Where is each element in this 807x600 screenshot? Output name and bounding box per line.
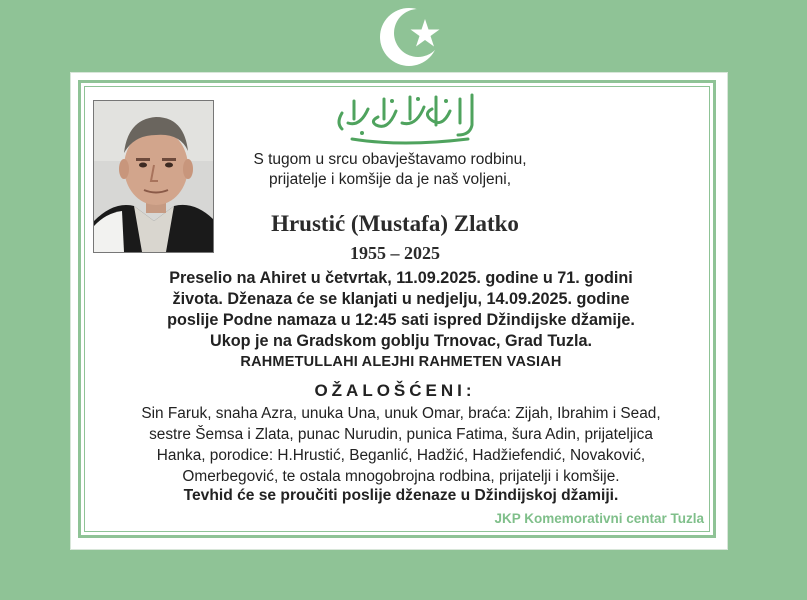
intro-line-1: S tugom u srcu obavještavamo rodbinu, [253, 151, 527, 168]
intro-text [230, 150, 550, 190]
announcement-line-1: Preselio na Ahiret u četvrtak, 11.09.2025. godine u 71. godini [169, 269, 633, 287]
deceased-name: Hrustić (Mustafa) Zlatko [271, 211, 519, 236]
mourners-title: OŽALOŠĆENI: [314, 381, 476, 400]
mourners-line-4: Omerbegović, te ostala mnogobrojna rodbina, prijatelji i komšije. [182, 468, 620, 485]
mourners-line-1: Sin Faruk, snaha Azra, unuka Una, unuk Omar, braća: Zijah, Ibrahim i Sead, [141, 405, 661, 422]
tevhid-notice: Tevhid će se proučiti poslije dženaze u Džindijskoj džamiji. [183, 487, 619, 504]
announcement-line-3: poslije Podne namaza u 12:45 sati ispred Džindijske džamije. [167, 311, 635, 329]
arabic-calligraphy-icon [332, 89, 480, 149]
organization-signature: JKP Komemorativni centar Tuzla [494, 511, 704, 526]
mourners-line-2: sestre Šemsa i Zlata, punac Nurudin, punica Fatima, šura Adin, prijateljica [149, 426, 653, 443]
deceased-years: 1955 – 2025 [350, 243, 440, 263]
announcement-line-2: života. Dženaza će se klanjati u nedjelju, 14.09.2025. godine [172, 290, 630, 308]
mourners-line-3: Hanka, porodice: H.Hrustić, Beganlić, Hadžić, Hadžiefendić, Novaković, [156, 447, 646, 464]
funeral-announcement [96, 268, 706, 373]
crescent-star-icon [379, 6, 443, 68]
mourners-list [96, 403, 706, 487]
prayer-line: RAHMETULLAHI ALEJHI RAHMETEN VASIAH [240, 354, 562, 370]
intro-line-2: prijatelje i komšije da je naš voljeni, [268, 171, 512, 188]
announcement-line-4: Ukop je na Gradskom goblju Trnovac, Grad Tuzla. [210, 332, 592, 350]
